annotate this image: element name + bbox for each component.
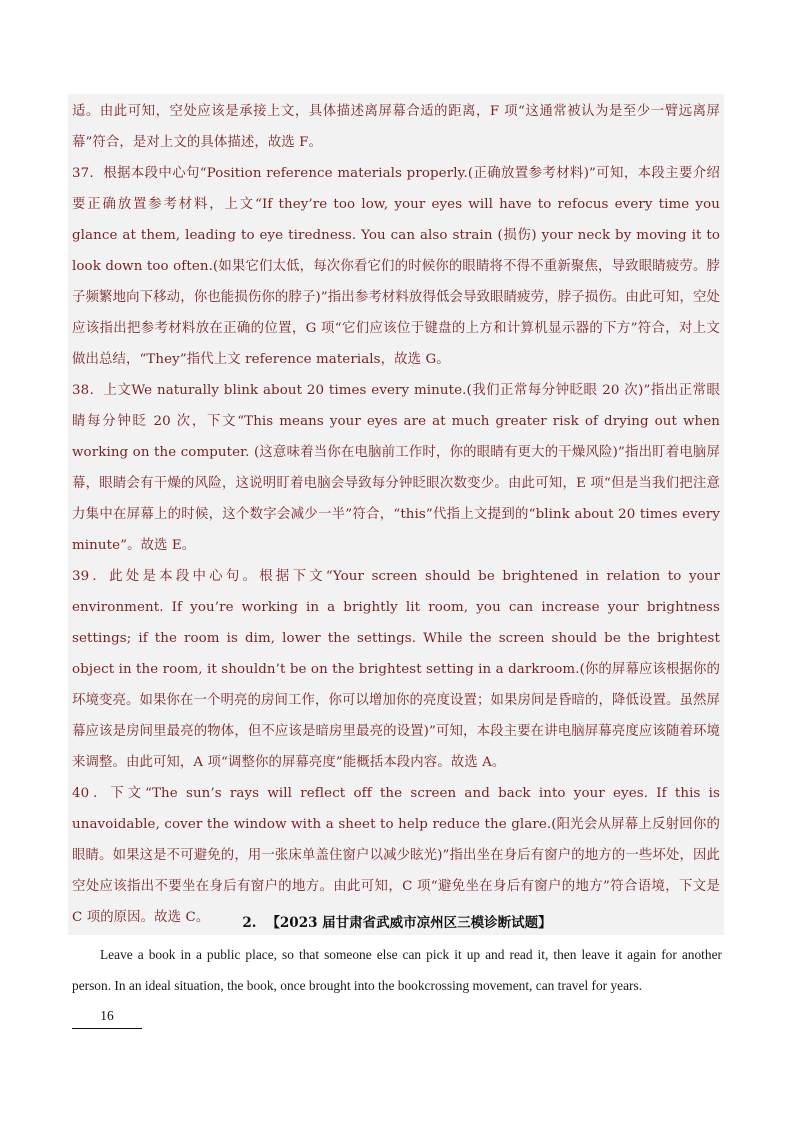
section-number: 2.	[242, 915, 257, 931]
explanation-38: 38．上文We naturally blink about 20 times every minute.(我们正常每分钟眨眼 20 次)”指出正常眼睛每分钟眨 20 次，下文“This means your eyes are at much greater risk of drying out when working on the computer. (这意味着当你在电脑前工作时，你的眼睛有更大的干燥风险)”指出盯着电脑屏幕，眼睛会有干燥的风险，这说明盯着电脑会导致每分钟眨眼次数变少。由此可知，E 项“但是当我们把注意力集中在屏幕上的时候，这个数字会减少一半”符合，“this”代指上文提到的“blink about 20 times every minute”。故选 E。	[72, 383, 720, 553]
section-title: 【2023 届甘肃省武威市凉州区三模诊断试题】	[266, 915, 552, 931]
passage-paragraph: Leave a book in a public place, so that someone else can pick it up and read it, then leave it again for another person. In an ideal situation, the book, once brought into the bookcrossing movement, can travel for years.	[72, 947, 722, 993]
explanation-37: 37．根据本段中心句“Position reference materials properly.(正确放置参考材料)”可知，本段主要介绍要正确放置参考材料，上文“If they’re too low, your eyes will have to refocus every time you glance at them, leading to eye tiredness. You can also strain (损伤) your neck by moving it to look down too often.(如果它们太低，每次你看它们的时候你的眼睛将不得不重新聚焦，导致眼睛疲劳。脖子频繁地向下移动，你也能损伤你的脖子)”指出参考材料放得低会导致眼睛疲劳，脖子损伤。由此可知，空处应该指出把参考材料放在正确的位置，G 项“它们应该位于键盘的上方和计算机显示器的下方”符合，对上文做出总结，“They”指代上文 reference materials，故选 G。	[72, 166, 720, 367]
reading-passage	[72, 939, 722, 1001]
explanation-40: 40．下文“The sun’s rays will reflect off the screen and back into your eyes. If this is unavoidable, cover the window with a sheet to help reduce the glare.(阳光会从屏幕上反射回你的眼睛。如果这是不可避免的，用一张床单盖住窗户以减少眩光)”指出坐在身后有窗户的地方的一些坏处，因此空处应该指出不要坐在身后有窗户的地方。由此可知，C 项“避免坐在身后有窗户的地方”符合语境，下文是 C 项的原因。故选 C。	[72, 786, 720, 925]
question-blank-16: 16	[72, 1005, 142, 1029]
explanation-36-continued: 适。由此可知，空处应该是承接上文，具体描述离屏幕合适的距离，F 项“这通常被认为是至少一臂远离屏幕”符合，是对上文的具体描述，故选 F。	[72, 104, 720, 150]
explanation-39: 39．此处是本段中心句。根据下文“Your screen should be brightened in relation to your environment. If you’re working in a brightly lit room, you can increase your brightness settings; if the room is dim, lower the settings. While the screen should be the brightest object in the room, it shouldn’t be on the brightest setting in a darkroom.(你的屏幕应该根据你的环境变亮。如果你在一个明亮的房间工作，你可以增加你的亮度设置；如果房间是昏暗的，降低设置。虽然屏幕应该是房间里最亮的物体，但不应该是暗房里最亮的设置)”可知，本段主要在讲电脑屏幕亮度应该随着环境来调整。由此可知，A 项“调整你的屏幕亮度”能概括本段内容。故选 A。	[72, 569, 720, 770]
section-heading	[0, 911, 794, 931]
answer-explanation-block	[68, 94, 724, 935]
